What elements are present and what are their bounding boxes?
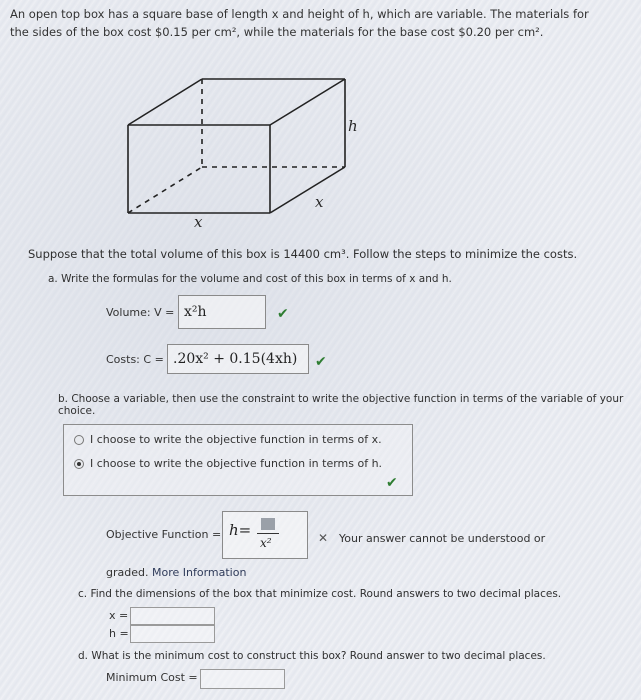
costs-answer: .20x² + 0.15(4xh)	[173, 351, 298, 367]
x-label: x =	[109, 609, 129, 622]
costs-check-icon: ✔	[315, 354, 327, 370]
fraction-bar	[257, 533, 279, 534]
box-diagram	[120, 75, 380, 249]
part-b-prompt	[58, 393, 623, 417]
width-label: x	[194, 213, 203, 231]
more-information-link[interactable]: More Information	[151, 566, 247, 579]
objective-label: Objective Function =	[106, 528, 222, 541]
radio-h-icon[interactable]	[74, 459, 84, 469]
costs-label: Costs: C =	[106, 353, 164, 366]
error-message: Your answer cannot be understood or	[339, 532, 546, 545]
min-cost-input[interactable]	[200, 669, 285, 689]
volume-label: Volume: V =	[106, 306, 175, 319]
choice-check-icon: ✔	[386, 475, 398, 491]
option-h-label[interactable]: I choose to write the objective function in terms of h.	[90, 457, 383, 470]
box-svg	[120, 75, 380, 245]
volume-answer: x²h	[184, 304, 207, 320]
volume-input[interactable]	[178, 295, 266, 329]
volume-check-icon: ✔	[277, 306, 289, 322]
numerator-placeholder[interactable]	[261, 518, 275, 530]
intro-line-2: the sides of the box cost $0.15 per cm², while the materials for the base cost $0.20 per cm².	[10, 24, 544, 39]
problem-intro	[10, 6, 610, 42]
error-graded: graded.	[106, 566, 149, 579]
depth-label: x	[315, 193, 324, 211]
objective-lhs: h=	[229, 521, 252, 539]
error-x-icon: ✕	[318, 531, 329, 545]
objective-input[interactable]	[222, 511, 308, 559]
objective-den: x²	[260, 536, 272, 550]
part-b-prompt-line-1: b. Choose a variable, then use the constraint to write the objective function in terms of the variable of your	[58, 393, 624, 405]
error-message-cont	[106, 566, 246, 579]
height-label: h	[348, 117, 358, 135]
part-d-prompt: d. What is the minimum cost to construct this box? Round answer to two decimal places.	[78, 650, 546, 662]
variable-choice-panel	[63, 424, 413, 496]
part-c-prompt: c. Find the dimensions of the box that minimize cost. Round answers to two decimal places.	[78, 588, 562, 600]
h-label: h =	[109, 627, 129, 640]
x-input[interactable]	[130, 607, 215, 625]
intro-line-1: An open top box has a square base of length x and height of h, which are variable. The materials for	[10, 7, 589, 21]
option-x-label[interactable]: I choose to write the objective function in terms of x.	[90, 433, 382, 446]
costs-input[interactable]	[167, 344, 309, 374]
part-b-prompt-line-2: choice.	[58, 405, 96, 417]
h-input[interactable]	[130, 625, 215, 643]
constraint-text: Suppose that the total volume of this box is 14400 cm³. Follow the steps to minimize the costs.	[28, 247, 578, 261]
radio-x-icon[interactable]	[74, 435, 84, 445]
part-a-prompt: a. Write the formulas for the volume and cost of this box in terms of x and h.	[48, 273, 452, 285]
min-cost-label: Minimum Cost =	[106, 671, 198, 684]
